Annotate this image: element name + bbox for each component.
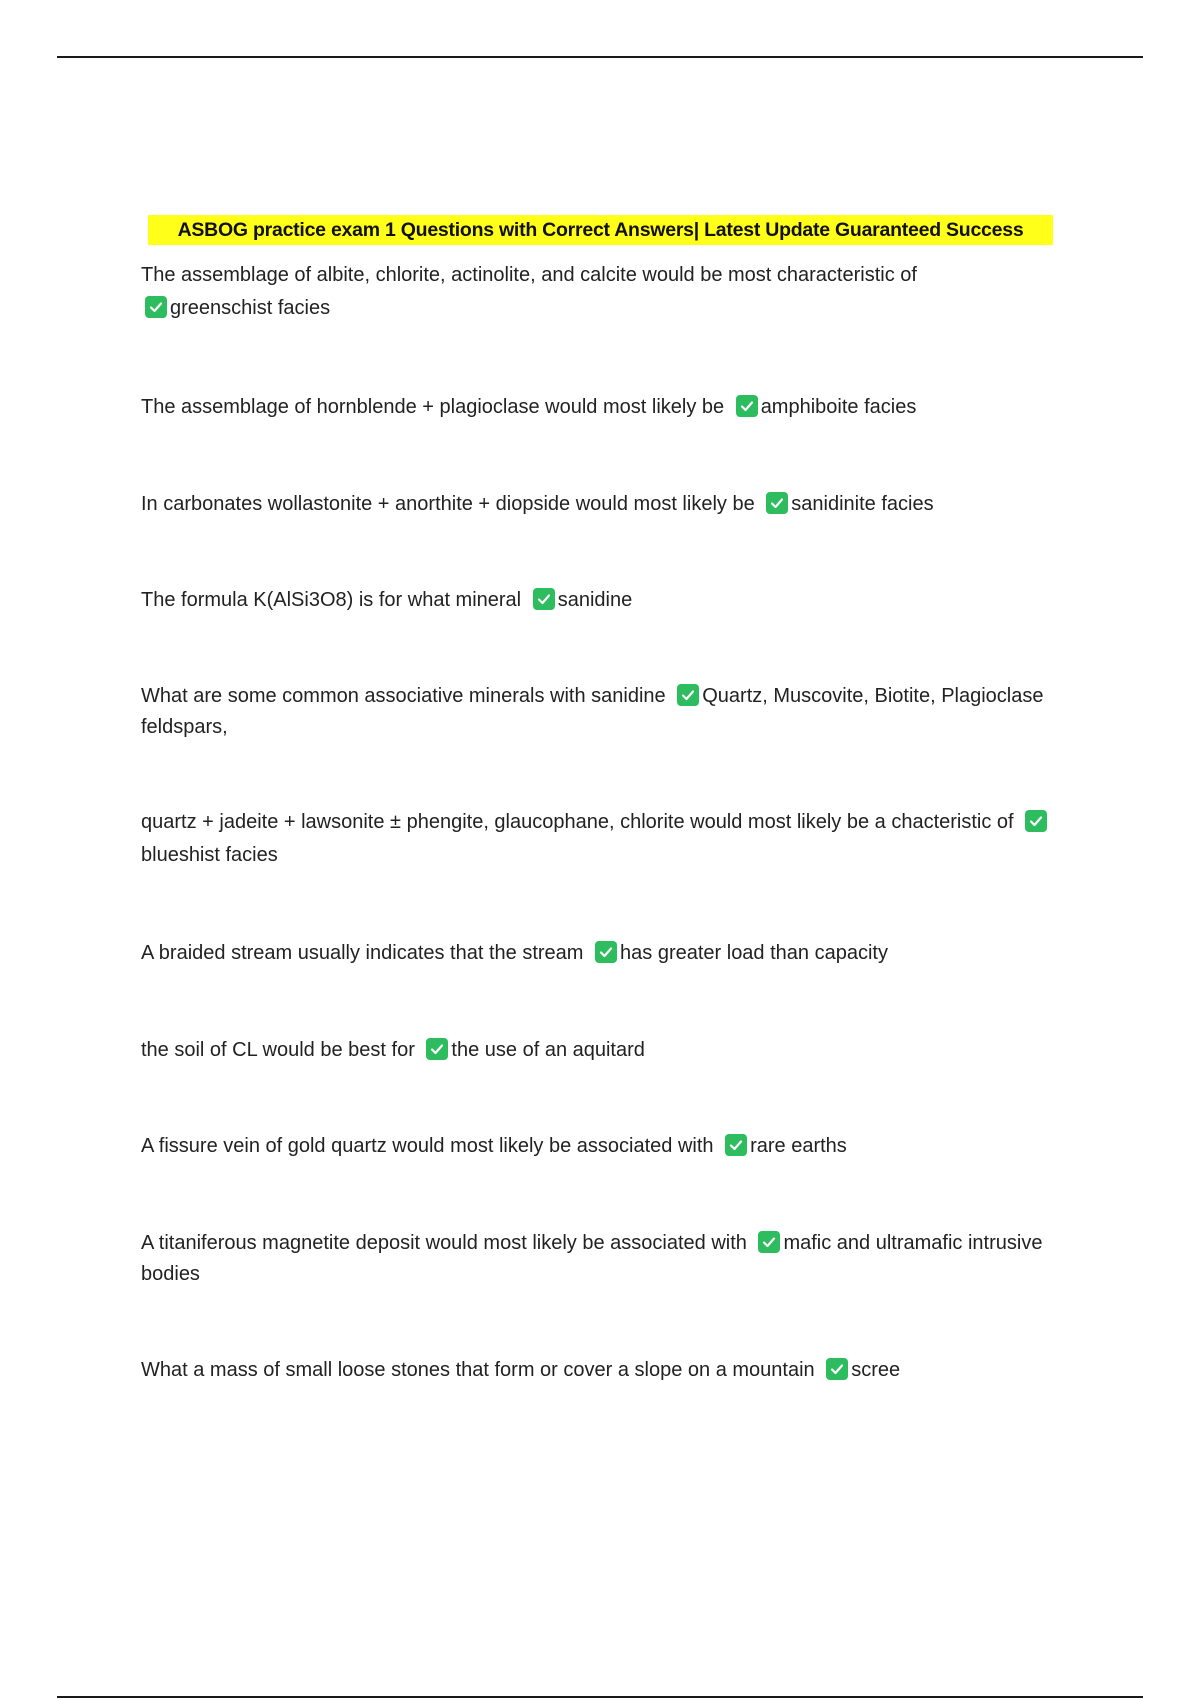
qa-item-6: [141, 806, 1061, 872]
question-text: What are some common associative minerals with sanidine: [141, 685, 666, 707]
check-mark-icon: [826, 1358, 848, 1380]
answer-text: mafic and ultramafic intrusive bodies: [141, 1232, 1043, 1285]
footer-rule: [57, 1696, 1143, 1698]
question-text: The assemblage of albite, chlorite, actinolite, and calcite would be most characteristic of: [141, 264, 917, 286]
question-text: quartz + jadeite + lawsonite ± phengite, glaucophane, chlorite would most likely be a chacteristic of: [141, 811, 1014, 833]
answer-text: sanidinite facies: [791, 493, 934, 515]
header-rule: [57, 56, 1143, 58]
qa-item-7: [141, 937, 1061, 970]
qa-item-9: [141, 1130, 1061, 1163]
qa-item-5: [141, 681, 1061, 743]
check-mark-icon: [426, 1038, 448, 1060]
check-mark-icon: [677, 684, 699, 706]
check-mark-icon: [736, 395, 758, 417]
question-text: The assemblage of hornblende + plagioclase would most likely be: [141, 396, 725, 418]
answer-text: blueshist facies: [141, 844, 278, 866]
check-mark-icon: [533, 588, 555, 610]
answer-text: Quartz, Muscovite, Biotite, Plagioclase feldspars,: [141, 685, 1044, 738]
question-text: In carbonates wollastonite + anorthite + diopside would most likely be: [141, 493, 755, 515]
question-text: the soil of CL would be best for: [141, 1039, 415, 1061]
check-mark-icon: [595, 941, 617, 963]
qa-item-10: [141, 1228, 1061, 1290]
qa-item-4: [141, 584, 1061, 617]
answer-text: scree: [851, 1359, 901, 1381]
qa-item-8: [141, 1034, 1061, 1067]
answer-text: has greater load than capacity: [620, 942, 888, 964]
answer-text: sanidine: [557, 589, 633, 611]
qa-item-1: [141, 259, 1061, 325]
answer-text: amphiboite facies: [760, 396, 917, 418]
question-text: A titaniferous magnetite deposit would most likely be associated with: [141, 1232, 747, 1254]
answer-text: rare earths: [750, 1135, 847, 1157]
question-text: The formula K(AlSi3O8) is for what mineral: [141, 589, 522, 611]
qa-item-3: [141, 488, 1061, 521]
qa-item-11: [141, 1354, 1061, 1387]
question-text: A fissure vein of gold quartz would most likely be associated with: [141, 1135, 714, 1157]
check-mark-icon: [758, 1231, 780, 1253]
check-mark-icon: [145, 296, 167, 318]
question-text: A braided stream usually indicates that the stream: [141, 942, 584, 964]
qa-item-2: [141, 391, 1061, 424]
answer-text: the use of an aquitard: [451, 1039, 645, 1061]
answer-text: greenschist facies: [170, 297, 331, 319]
check-mark-icon: [766, 492, 788, 514]
check-mark-icon: [725, 1134, 747, 1156]
question-text: What a mass of small loose stones that form or cover a slope on a mountain: [141, 1359, 815, 1381]
document-title: ASBOG practice exam 1 Questions with Correct Answers| Latest Update Guaranteed Success: [148, 215, 1053, 245]
check-mark-icon: [1025, 810, 1047, 832]
